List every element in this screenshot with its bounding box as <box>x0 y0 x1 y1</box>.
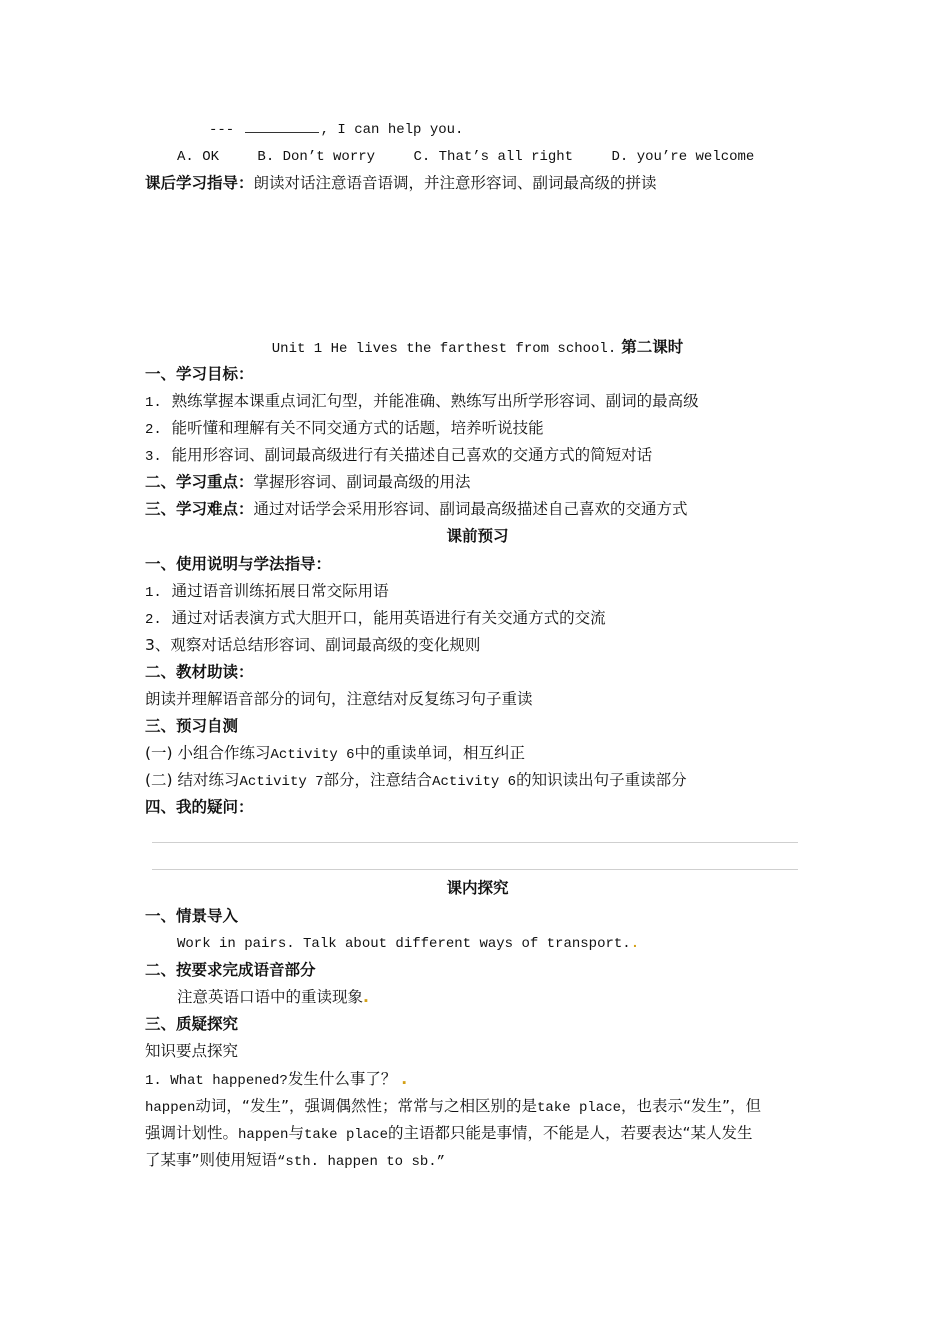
goal-text: 能用形容词、副词最高级进行有关描述自己喜欢的交通方式的简短对话 <box>171 446 653 464</box>
instructions-heading: 一、使用说明与学法指导： <box>145 555 332 573</box>
option-d[interactable]: D. you’re welcome <box>611 149 755 165</box>
scene-heading: 一、情景导入 <box>145 907 239 925</box>
goal-item <box>145 418 810 440</box>
instruction-text: 观察对话总结形容词、副词最高级的变化规则 <box>170 636 481 654</box>
point-1 <box>145 1069 810 1091</box>
goal-text: 熟练掌握本课重点词汇句型，并能准确、熟练写出所学形容词、副词的最高级 <box>171 392 699 410</box>
selftest-text: 部分，注意结合 <box>323 771 433 789</box>
paragraph-text: 动词，“发生”，强调偶然性；常常与之相区别的是 <box>195 1097 537 1115</box>
after-class-guide <box>145 173 810 193</box>
paragraph-text: 的主语都只能是事情，不能是人，若要表达“某人发生 <box>387 1124 753 1142</box>
term: happen <box>145 1100 196 1116</box>
selftest-heading: 三、预习自测 <box>145 717 239 735</box>
activity-ref: Activity 6 <box>432 774 517 790</box>
textbook-text: 朗读并理解语音部分的词句，注意结对反复练习句子重读 <box>145 690 533 708</box>
answer-blank[interactable] <box>245 120 319 133</box>
lesson-title-chinese: 第二课时 <box>621 338 684 356</box>
dot-mark-icon: . <box>401 1070 408 1088</box>
preview-title: 课前预习 <box>446 527 509 545</box>
instruction-num: 2. <box>145 612 162 628</box>
paragraph-text: 与 <box>288 1124 304 1142</box>
paragraph-line <box>145 1150 810 1172</box>
phrase: “sth. happen to sb.” <box>277 1154 446 1170</box>
goal-num: 1. <box>145 395 162 411</box>
knowledge-heading: 知识要点探究 <box>145 1042 239 1060</box>
dialog-prefix: --- <box>209 122 235 138</box>
goals-heading: 一、学习目标： <box>145 365 254 383</box>
option-c[interactable]: C. That’s all right <box>413 149 574 165</box>
after-class-label: 课后学习指导： <box>145 174 254 192</box>
selftest-item-2 <box>145 770 810 792</box>
point-1-zh: 发生什么事了？ <box>287 1070 397 1088</box>
scene-text: Work in pairs. Talk about different ways of transport. <box>177 936 631 952</box>
question-answer-line[interactable] <box>152 869 798 870</box>
textbook-heading: 二、教材助读： <box>145 663 254 681</box>
instruction-item <box>145 608 810 630</box>
inquiry-heading: 三、质疑探究 <box>145 1015 239 1033</box>
key-points <box>145 472 810 492</box>
key-points-text: 掌握形容词、副词最高级的用法 <box>253 473 471 491</box>
selftest-item-1 <box>145 743 810 765</box>
dialog-line <box>209 120 810 140</box>
instruction-item <box>145 635 810 655</box>
term: take place <box>303 1127 388 1143</box>
point-1-en: 1. What happened? <box>145 1073 288 1089</box>
term: take place <box>536 1100 621 1116</box>
goal-num: 2. <box>145 422 162 438</box>
question-answer-line[interactable] <box>152 842 798 843</box>
paragraph-text: 强调计划性。 <box>145 1124 239 1142</box>
after-class-text: 朗读对话注意语音语调，并注意形容词、副词最高级的拼读 <box>253 174 657 192</box>
paragraph-line <box>145 1096 810 1118</box>
goal-item <box>145 445 810 467</box>
goal-item <box>145 391 810 413</box>
options-row <box>177 147 810 167</box>
key-points-label: 二、学习重点： <box>145 473 254 491</box>
paragraph-line <box>145 1123 810 1145</box>
phonetics-heading: 二、按要求完成语音部分 <box>145 961 316 979</box>
dot-mark-icon: . <box>630 936 640 952</box>
difficulties-text: 通过对话学会采用形容词、副词最高级描述自己喜欢的交通方式 <box>253 500 688 518</box>
lesson-title <box>145 337 810 359</box>
dialog-suffix: , I can help you. <box>320 122 464 138</box>
dot-mark-icon: . <box>363 988 369 1006</box>
instruction-text: 通过对话表演方式大胆开口，能用英语进行有关交通方式的交流 <box>171 609 606 627</box>
instruction-num: 1. <box>145 585 162 601</box>
term: happen <box>238 1127 289 1143</box>
option-a[interactable]: A. OK <box>177 149 220 165</box>
questions-heading: 四、我的疑问： <box>145 798 254 816</box>
activity-ref: Activity 6 <box>270 747 355 763</box>
selftest-text: (一) 小组合作练习 <box>145 744 271 762</box>
option-b[interactable]: B. Don’t worry <box>257 149 376 165</box>
difficulties-label: 三、学习难点： <box>145 500 254 518</box>
phonetics-text-line <box>177 987 810 1007</box>
paragraph-text: 了某事”则使用短语 <box>145 1151 278 1169</box>
selftest-text: 中的重读单词，相互纠正 <box>354 744 526 762</box>
inclass-title: 课内探究 <box>446 879 509 897</box>
selftest-text: 的知识读出句子重读部分 <box>516 771 687 789</box>
lesson-title-english: Unit 1 He lives the farthest from school. <box>271 341 617 357</box>
goal-text: 能听懂和理解有关不同交通方式的话题，培养听说技能 <box>171 419 544 437</box>
paragraph-text: ，也表示“发生”，但 <box>621 1097 762 1115</box>
activity-ref: Activity 7 <box>239 774 324 790</box>
goal-num: 3. <box>145 449 162 465</box>
scene-text-line <box>177 934 810 954</box>
phonetics-text: 注意英语口语中的重读现象 <box>177 988 364 1006</box>
instruction-item <box>145 581 810 603</box>
instruction-text: 通过语音训练拓展日常交际用语 <box>171 582 389 600</box>
difficulties <box>145 499 810 519</box>
instruction-num: 3、 <box>145 636 171 654</box>
selftest-text: (二) 结对练习 <box>145 771 240 789</box>
